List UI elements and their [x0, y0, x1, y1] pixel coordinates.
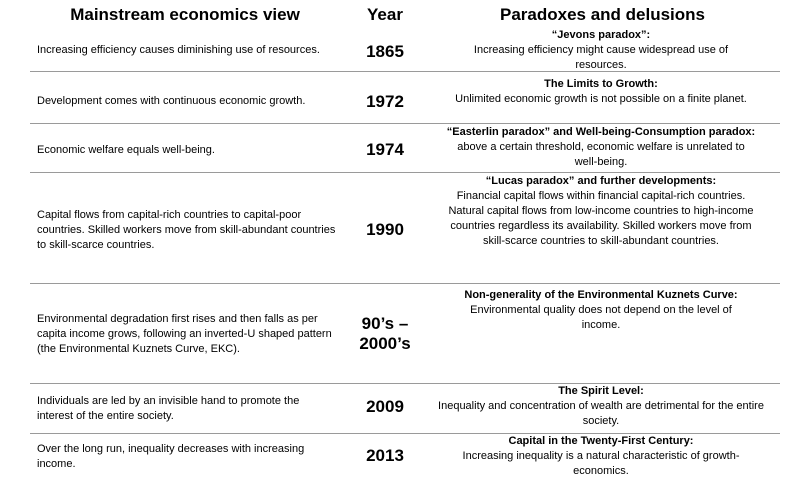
row-2-mainstream: Development comes with continuous economic growth.: [37, 95, 306, 107]
row-3-year: 1974: [366, 140, 404, 159]
row-5-paradox: [425, 288, 777, 333]
row-4-paradox-title: “Lucas paradox” and further developments:: [485, 175, 717, 187]
row-5-mainstream: Environmental degradation first rises and then falls as per capita income grows, following an inverted-U shaped pattern (the Environmental Kuznets Curve, EKC).: [37, 313, 332, 355]
row-1-paradox-body: Increasing efficiency might cause widespread use of resources.: [473, 44, 729, 71]
row-divider: [30, 172, 780, 173]
row-divider: [30, 123, 780, 124]
row-6-paradox: [425, 384, 777, 429]
row-6-year: 2009: [366, 397, 404, 416]
row-1-paradox-title: “Jevons paradox”:: [551, 29, 651, 41]
row-4-paradox-body: Financial capital flows within financial capital-rich countries. Natural capital flows from low-income countries to high-income countries regardless its availability. Skilled workers move from skill-scarce countries to skill-abundant countries.: [448, 190, 754, 247]
header-mainstream: Mainstream economics view: [70, 5, 300, 24]
row-4-mainstream: Capital flows from capital-rich countries to capital-poor countries. Skilled workers move from skill-abundant countries to skill-scarce countries.: [37, 209, 336, 251]
row-6-paradox-body: Inequality and concentration of wealth are detrimental for the entire society.: [438, 400, 764, 427]
row-6-paradox-title: The Spirit Level:: [558, 385, 644, 397]
row-3-paradox-body: above a certain threshold, economic welfare is unrelated to well-being.: [457, 141, 745, 168]
row-2-paradox-body: Unlimited economic growth is not possible on a finite planet.: [455, 93, 747, 105]
row-4-year: 1990: [366, 220, 404, 239]
row-3-paradox-title: “Easterlin paradox” and Well-being-Consumption paradox:: [446, 126, 756, 138]
row-4-paradox: [425, 174, 777, 249]
header-year: Year: [367, 5, 403, 24]
row-divider: [30, 283, 780, 284]
row-7-year: 2013: [366, 446, 404, 465]
row-5-year: 90’s – 2000’s: [359, 314, 411, 353]
row-2-paradox: [425, 77, 777, 107]
row-1-paradox: [425, 28, 777, 73]
row-6-mainstream: Individuals are led by an invisible hand to promote the interest of the entire society.: [37, 395, 300, 422]
row-3-paradox: [425, 125, 777, 170]
row-1-mainstream: Increasing efficiency causes diminishing use of resources.: [37, 44, 320, 56]
row-2-paradox-title: The Limits to Growth:: [544, 78, 658, 90]
row-7-mainstream: Over the long run, inequality decreases with increasing income.: [37, 443, 305, 470]
row-7-paradox-body: Increasing inequality is a natural characteristic of growth-economics.: [462, 450, 740, 477]
row-7-paradox: [425, 434, 777, 479]
row-3-mainstream: Economic welfare equals well-being.: [37, 144, 215, 156]
header-paradoxes: Paradoxes and delusions: [499, 5, 705, 24]
row-5-paradox-title: Non-generality of the Environmental Kuznets Curve:: [464, 289, 738, 301]
row-1-year: 1865: [366, 42, 404, 61]
row-7-paradox-title: Capital in the Twenty-First Century:: [508, 435, 694, 447]
row-5-paradox-body: Environmental quality does not depend on the level of income.: [470, 304, 732, 331]
row-2-year: 1972: [366, 92, 404, 111]
